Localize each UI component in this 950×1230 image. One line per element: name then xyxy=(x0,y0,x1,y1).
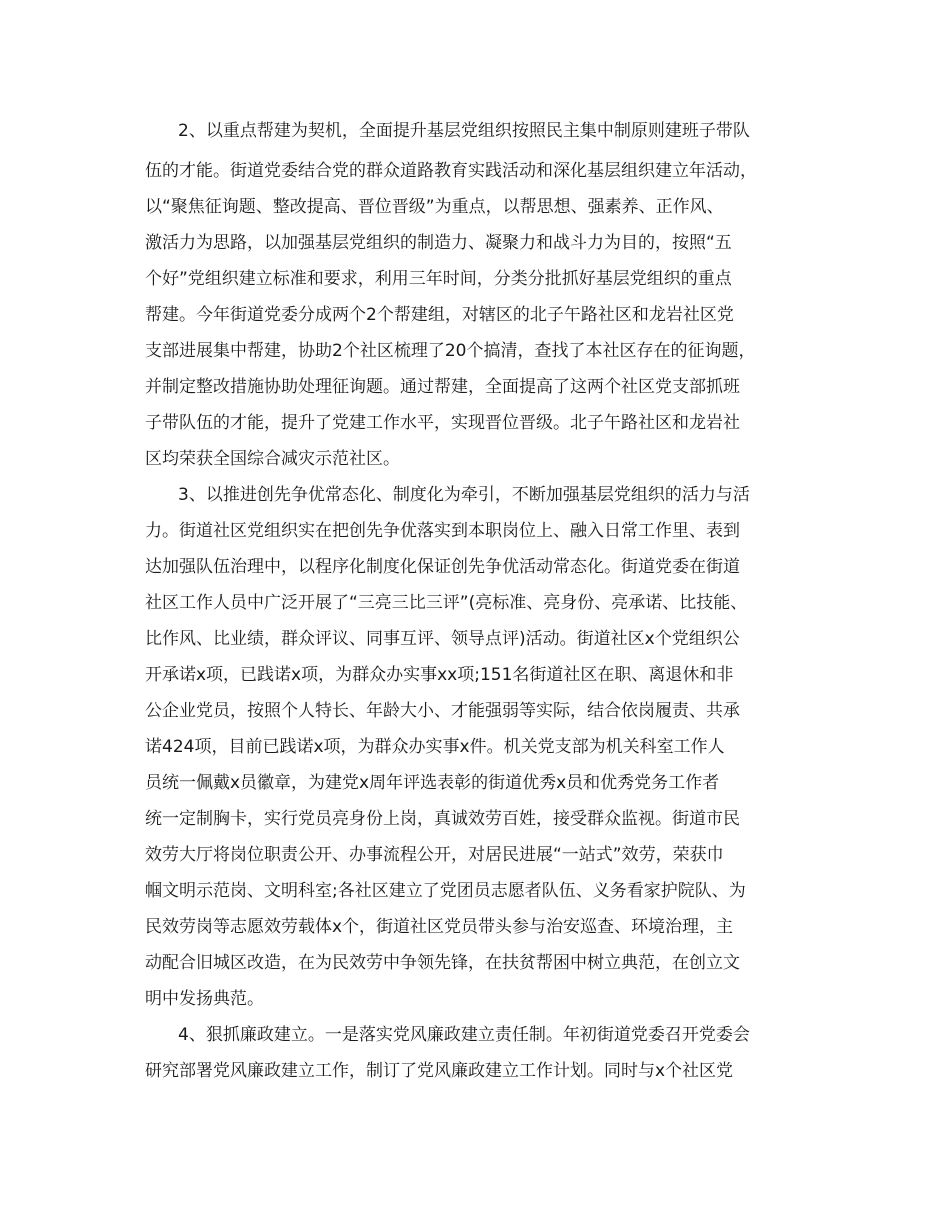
text-line: 3、以推进创先争优常态化、制度化为牵引，不断加强基层党组织的活力与活 xyxy=(178,485,750,505)
text-line: 达加强队伍治理中，以程序化制度化保证创先争优活动常态化。街道党委在街道 xyxy=(145,557,740,577)
text-line: 子带队伍的才能，提升了党建工作水平，实现晋位晋级。北子午路社区和龙岩社 xyxy=(145,413,740,433)
text-line: 员统一佩戴x员徽章，为建党x周年评选表彰的街道优秀x员和优秀党务工作者 xyxy=(145,773,720,793)
text-line: 力。街道社区党组织实在把创先争优落实到本职岗位上、融入日常工作里、表到 xyxy=(145,521,740,541)
text-line: 比作风、比业绩，群众评议、同事互评、领导点评)活动。街道社区x个党组织公 xyxy=(145,629,740,649)
text-line: 支部进展集中帮建，协助2个社区梳理了20个搞清，查找了本社区存在的征询题， xyxy=(145,341,756,361)
text-line: 研究部署党风廉政建立工作，制订了党风廉政建立工作计划。同时与x个社区党 xyxy=(145,1061,734,1081)
text-line: 伍的才能。街道党委结合党的群众道路教育实践活动和深化基层组织建立年活动， xyxy=(145,161,757,181)
text-line: 社区工作人员中广泛开展了“三亮三比三评”(亮标准、亮身份、亮承诺、比技能、 xyxy=(145,593,748,613)
text-line: 公企业党员，按照个人特长、年龄大小、才能强弱等实际，结合依岗履责、共承 xyxy=(145,701,740,721)
text-line: 帼文明示范岗、文明科室;各社区建立了党团员志愿者队伍、义务看家护院队、为 xyxy=(145,881,746,901)
text-line: 动配合旧城区改造，在为民效劳中争领先锋，在扶贫帮困中树立典范，在创立文 xyxy=(145,953,740,973)
text-line: 区均荣获全国综合减灾示范社区。 xyxy=(145,449,400,469)
text-line: 激活力为思路，以加强基层党组织的制造力、凝聚力和战斗力为目的，按照“五 xyxy=(145,233,732,253)
text-line: 开承诺x项，已践诺x项，为群众办实事xx项;151名街道社区在职、离退休和非 xyxy=(145,665,734,685)
text-line: 帮建。今年街道党委分成两个2个帮建组，对辖区的北子午路社区和龙岩社区党 xyxy=(145,305,734,325)
text-line: 诺424项，目前已践诺x项，为群众办实事x件。机关党支部为机关科室工作人 xyxy=(145,737,725,757)
text-line: 统一定制胸卡，实行党员亮身份上岗，真诚效劳百姓，接受群众监视。街道市民 xyxy=(145,809,740,829)
text-line: 效劳大厅将岗位职责公开、办事流程公开，对居民进展“一站式”效劳，荣获巾 xyxy=(145,845,724,865)
text-line: 4、狠抓廉政建立。一是落实党风廉政建立责任制。年初街道党委召开党委会 xyxy=(178,1025,750,1045)
text-line: 明中发扬典范。 xyxy=(145,989,264,1009)
text-line: 并制定整改措施协助处理征询题。通过帮建，全面提高了这两个社区党支部抓班 xyxy=(145,377,740,397)
text-line: 2、以重点帮建为契机，全面提升基层党组织按照民主集中制原则建班子带队 xyxy=(178,121,750,141)
text-line: 个好”党组织建立标准和要求，利用三年时间，分类分批抓好基层党组织的重点 xyxy=(145,269,732,289)
text-line: 民效劳岗等志愿效劳载体x个，街道社区党员带头参与治安巡查、环境治理，主 xyxy=(145,917,734,937)
text-line: 以“聚焦征询题、整改提高、晋位晋级”为重点，以帮思想、强素养、正作风、 xyxy=(145,197,724,217)
